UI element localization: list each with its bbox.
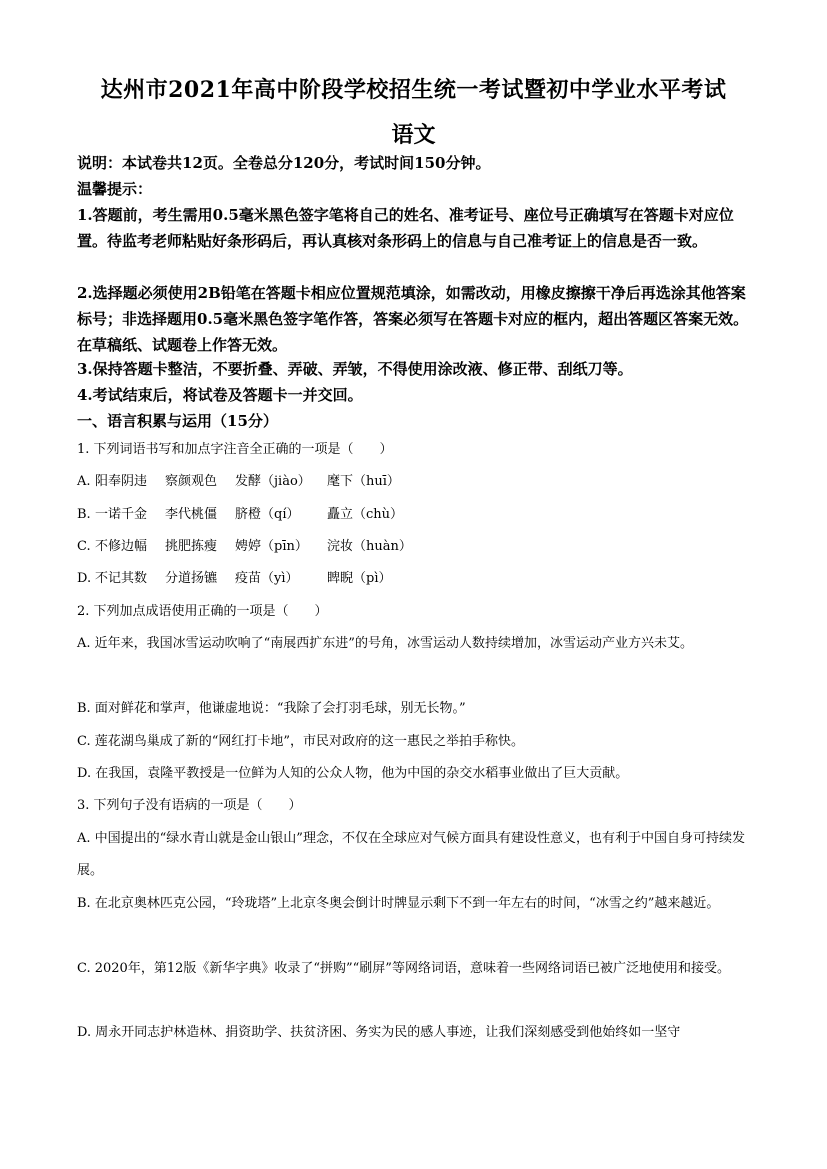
option-word: 矗立（chù） [327, 507, 404, 522]
option-word: 分道扬镳 [165, 571, 218, 586]
tip-4: 4.考试结束后，将试卷及答题卡一并交回。 [77, 386, 363, 404]
option-word: 麾下（huī） [327, 474, 400, 489]
tip-1: 1.答题前，考生需用0.5毫米黑色签字笔将自己的姓名、准考证号、座位号正确填写在答题卡对应位置。待监考老师粘贴好条形码后，再认真核对条形码上的信息与自己准考证上的信息是否一致。 [77, 206, 734, 250]
q1-stem: 1. 下列词语书写和加点字注音全正确的一项是（ ） [77, 442, 393, 457]
q2-option-d: D. 在我国，袁隆平教授是一位鲜为人知的公众人物，他为中国的杂交水稻事业做出了巨大贡献。 [77, 766, 629, 781]
tip-2: 2.选择题必须使用2B铅笔在答题卡相应位置规范填涂，如需改动，用橡皮擦擦干净后再选涂其他答案标号；非选择题用0.5毫米黑色签字笔作答，答案必须写在答题卡对应的框内，超出答题区答案无效。在草稿纸、试题卷上作答无效。 [77, 284, 749, 354]
q3-option-c: C. 2020年，第12版《新华字典》收录了“拼购”“刷屏”等网络词语，意味着一些网络词语已被广泛地使用和接受。 [77, 961, 730, 976]
option-word: 一诺千金 [95, 507, 148, 522]
q3-option-d: D. 周永开同志护林造林、捐资助学、扶贫济困、务实为民的感人事迹，让我们深刻感受到他始终如一坚守 [77, 1025, 681, 1040]
option-label: D. [77, 571, 92, 586]
option-word: 不修边幅 [95, 539, 148, 554]
option-word: 脐橙（qí） [235, 507, 300, 522]
option-word: 浣妆（huàn） [327, 539, 412, 554]
tip-3: 3.保持答题卡整洁，不要折叠、弄破、弄皱，不得使用涂改液、修正带、刮纸刀等。 [77, 360, 633, 378]
q2-stem: 2. 下列加点成语使用正确的一项是（ ） [77, 604, 328, 619]
exam-summary: 说明：本试卷共12页。全卷总分120分，考试时间150分钟。 [77, 154, 491, 172]
option-word: 挑肥拣瘦 [165, 539, 218, 554]
subject-title: 语文 [391, 122, 436, 148]
q2-option-b: B. 面对鲜花和掌声，他谦虚地说：“我除了会打羽毛球，别无长物。” [77, 701, 466, 716]
q2-option-c: C. 莲花湖鸟巢成了新的“网红打卡地”，市民对政府的这一惠民之举拍手称快。 [77, 734, 525, 749]
section-heading: 一、语言积累与运用（15分） [77, 412, 278, 430]
q3-stem: 3. 下列句子没有语病的一项是（ ） [77, 798, 302, 813]
option-word: 不记其数 [95, 571, 148, 586]
exam-title: 达州市2021年高中阶段学校招生统一考试暨初中学业水平考试 [100, 77, 727, 103]
option-word: 疫苗（yì） [235, 571, 299, 586]
option-word: 娉婷（pīn） [235, 539, 308, 554]
option-word: 发酵（jiào） [235, 474, 311, 489]
option-label: B. [77, 507, 91, 522]
option-label: A. [77, 474, 91, 489]
tips-heading: 温馨提示： [77, 180, 153, 198]
option-word: 睥睨（pì） [327, 571, 392, 586]
option-word: 阳奉阴违 [95, 474, 148, 489]
option-label: C. [77, 539, 91, 554]
q3-option-a: A. 中国提出的“绿水青山就是金山银山”理念，不仅在全球应对气候方面具有建设性意义，也有利于中国自身可持续发展。 [77, 831, 745, 878]
q2-option-a: A. 近年来，我国冰雪运动吹响了“南展西扩东进”的号角，冰雪运动人数持续增加，冰雪运动产业方兴未艾。 [77, 636, 693, 651]
option-word: 察颜观色 [165, 474, 218, 489]
option-word: 李代桃僵 [165, 507, 218, 522]
q3-option-b: B. 在北京奥林匹克公园，“玲珑塔”上北京冬奥会倒计时牌显示剩下不到一年左右的时间，“冰雪之约”越来越近。 [77, 896, 720, 911]
